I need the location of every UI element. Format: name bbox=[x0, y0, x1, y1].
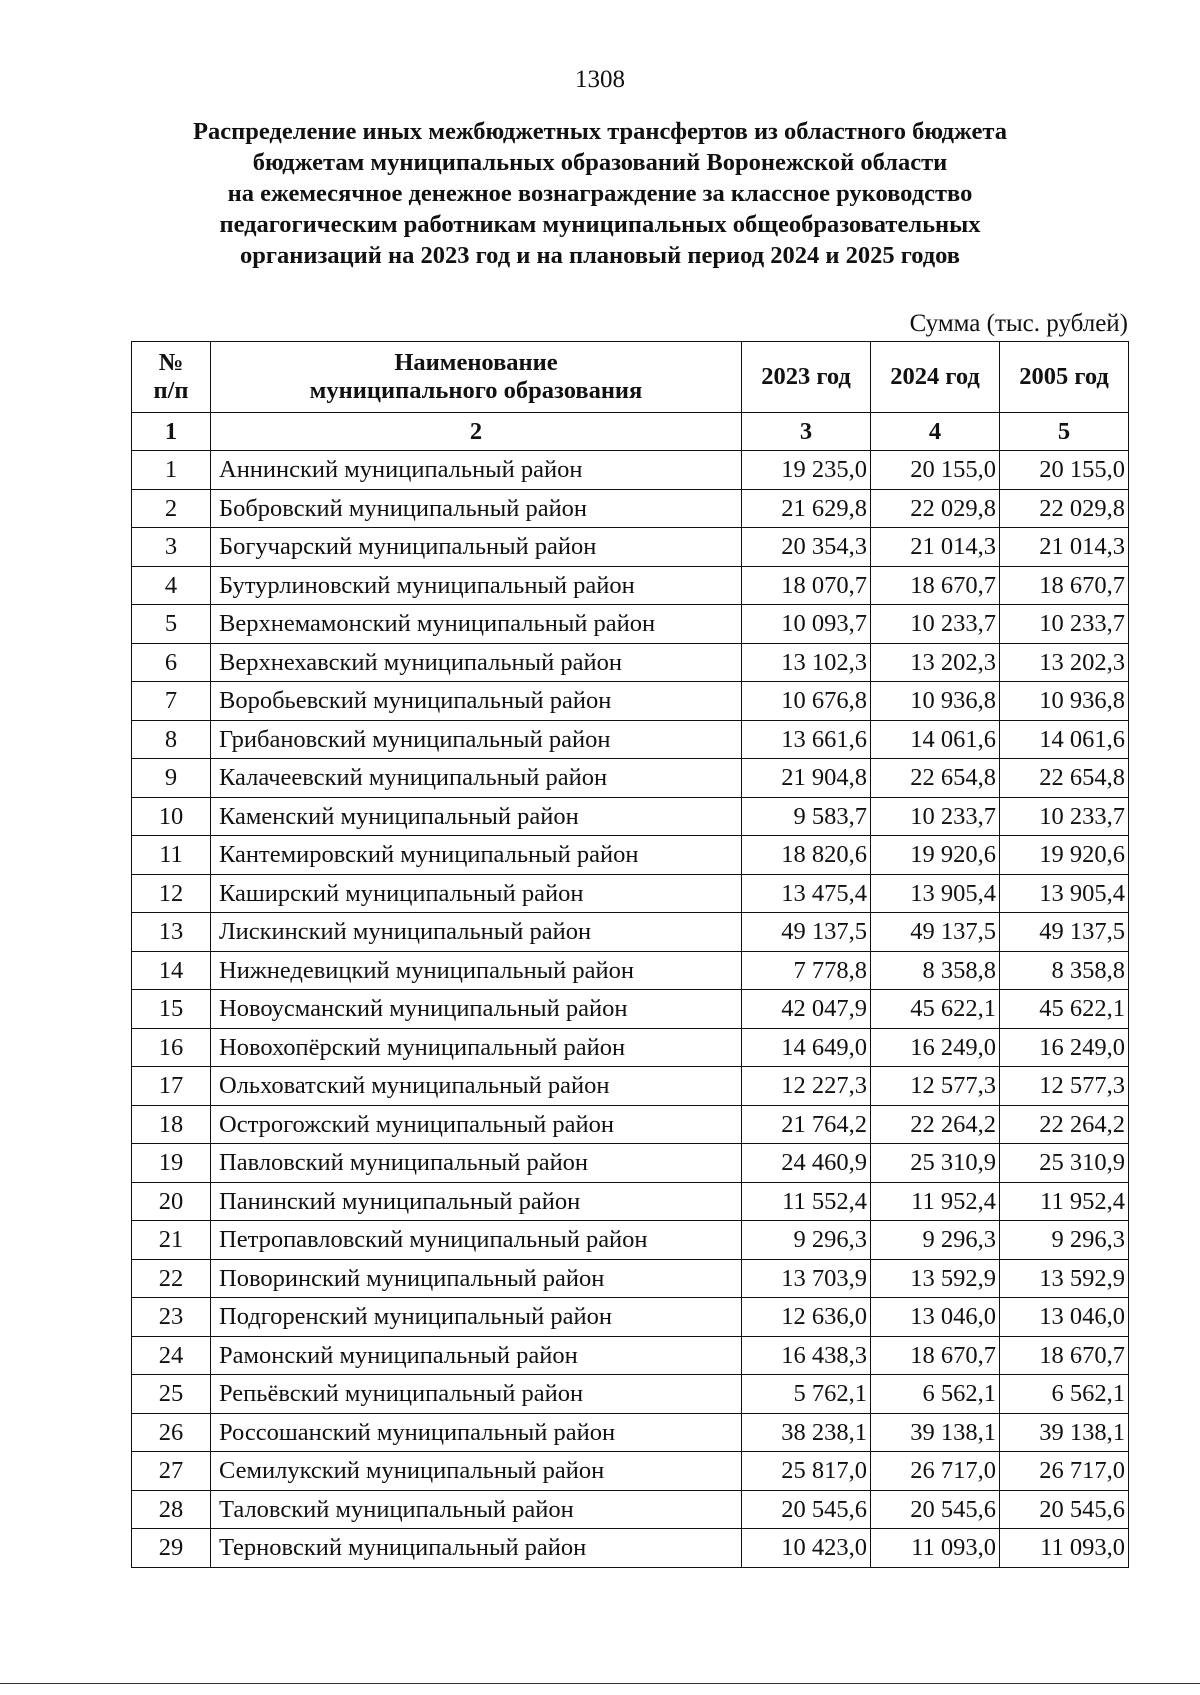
amount-2024: 14 061,6 bbox=[871, 720, 1000, 759]
amount-2024: 21 014,3 bbox=[871, 528, 1000, 567]
amount-2024: 10 936,8 bbox=[871, 682, 1000, 721]
table-row bbox=[132, 836, 1129, 875]
table-row bbox=[132, 1298, 1129, 1337]
amount-2023: 38 238,1 bbox=[742, 1413, 871, 1452]
amount-2025: 18 670,7 bbox=[1000, 566, 1129, 605]
amount-2023: 13 661,6 bbox=[742, 720, 871, 759]
title-line: Распределение иных межбюджетных трансфертов из областного бюджета bbox=[193, 118, 1007, 145]
amount-2024: 11 093,0 bbox=[871, 1529, 1000, 1568]
amount-2024: 22 654,8 bbox=[871, 759, 1000, 798]
column-number: 2 bbox=[211, 413, 742, 451]
municipality-name: Аннинский муниципальный район bbox=[211, 451, 742, 490]
municipality-name: Репьёвский муниципальный район bbox=[211, 1375, 742, 1414]
amount-2023: 24 460,9 bbox=[742, 1144, 871, 1183]
amount-2024: 9 296,3 bbox=[871, 1221, 1000, 1260]
amount-2024: 45 622,1 bbox=[871, 990, 1000, 1029]
municipality-name: Верхнемамонский муниципальный район bbox=[211, 605, 742, 644]
municipality-name: Панинский муниципальный район bbox=[211, 1182, 742, 1221]
amount-2023: 10 676,8 bbox=[742, 682, 871, 721]
amount-2023: 13 102,3 bbox=[742, 643, 871, 682]
table-row bbox=[132, 1529, 1129, 1568]
row-number: 7 bbox=[132, 682, 211, 721]
row-number: 5 bbox=[132, 605, 211, 644]
amount-2024: 49 137,5 bbox=[871, 913, 1000, 952]
amount-2023: 14 649,0 bbox=[742, 1028, 871, 1067]
municipality-name: Петропавловский муниципальный район bbox=[211, 1221, 742, 1260]
municipality-name: Каменский муниципальный район bbox=[211, 797, 742, 836]
row-number: 11 bbox=[132, 836, 211, 875]
amount-2023: 13 475,4 bbox=[742, 874, 871, 913]
table-row bbox=[132, 1105, 1129, 1144]
column-number: 3 bbox=[742, 413, 871, 451]
row-number: 29 bbox=[132, 1529, 211, 1568]
header-name bbox=[211, 342, 742, 413]
amount-2025: 16 249,0 bbox=[1000, 1028, 1129, 1067]
document-title bbox=[130, 116, 1070, 271]
amount-2023: 21 904,8 bbox=[742, 759, 871, 798]
amount-2023: 9 583,7 bbox=[742, 797, 871, 836]
column-number: 4 bbox=[871, 413, 1000, 451]
amount-2025: 6 562,1 bbox=[1000, 1375, 1129, 1414]
row-number: 1 bbox=[132, 451, 211, 490]
header-year-2024: 2024 год bbox=[871, 342, 1000, 413]
amount-2025: 13 046,0 bbox=[1000, 1298, 1129, 1337]
amount-2025: 39 138,1 bbox=[1000, 1413, 1129, 1452]
row-number: 15 bbox=[132, 990, 211, 1029]
amount-2023: 16 438,3 bbox=[742, 1336, 871, 1375]
header-number-line2: п/п bbox=[153, 377, 189, 404]
amount-2024: 20 155,0 bbox=[871, 451, 1000, 490]
column-number: 5 bbox=[1000, 413, 1129, 451]
municipality-name: Лискинский муниципальный район bbox=[211, 913, 742, 952]
amount-2025: 49 137,5 bbox=[1000, 913, 1129, 952]
amount-2023: 20 354,3 bbox=[742, 528, 871, 567]
table-row bbox=[132, 1144, 1129, 1183]
table-row bbox=[132, 1452, 1129, 1491]
row-number: 6 bbox=[132, 643, 211, 682]
table-row bbox=[132, 1221, 1129, 1260]
table-header-row bbox=[132, 342, 1129, 413]
title-line: бюджетам муниципальных образований Воронежской области bbox=[252, 149, 948, 176]
row-number: 10 bbox=[132, 797, 211, 836]
bottom-divider bbox=[0, 1683, 1200, 1684]
amount-2023: 12 227,3 bbox=[742, 1067, 871, 1106]
table-row bbox=[132, 1413, 1129, 1452]
table-row bbox=[132, 451, 1129, 490]
amount-2025: 13 592,9 bbox=[1000, 1259, 1129, 1298]
amount-2024: 12 577,3 bbox=[871, 1067, 1000, 1106]
amount-2024: 8 358,8 bbox=[871, 951, 1000, 990]
municipality-name: Новоусманский муниципальный район bbox=[211, 990, 742, 1029]
header-name-line2: муниципального образования bbox=[309, 377, 643, 404]
row-number: 16 bbox=[132, 1028, 211, 1067]
amount-2024: 20 545,6 bbox=[871, 1490, 1000, 1529]
amount-2023: 42 047,9 bbox=[742, 990, 871, 1029]
amount-2025: 26 717,0 bbox=[1000, 1452, 1129, 1491]
row-number: 12 bbox=[132, 874, 211, 913]
amount-2023: 7 778,8 bbox=[742, 951, 871, 990]
row-number: 2 bbox=[132, 489, 211, 528]
amount-2024: 22 029,8 bbox=[871, 489, 1000, 528]
row-number: 17 bbox=[132, 1067, 211, 1106]
municipality-name: Новохопёрский муниципальный район bbox=[211, 1028, 742, 1067]
amount-2024: 11 952,4 bbox=[871, 1182, 1000, 1221]
row-number: 19 bbox=[132, 1144, 211, 1183]
amount-2025: 12 577,3 bbox=[1000, 1067, 1129, 1106]
amount-2023: 18 820,6 bbox=[742, 836, 871, 875]
amount-2023: 10 423,0 bbox=[742, 1529, 871, 1568]
amount-2025: 19 920,6 bbox=[1000, 836, 1129, 875]
row-number: 9 bbox=[132, 759, 211, 798]
amount-2025: 22 029,8 bbox=[1000, 489, 1129, 528]
table-row bbox=[132, 1067, 1129, 1106]
municipality-name: Бутурлиновский муниципальный район bbox=[211, 566, 742, 605]
amount-2025: 22 264,2 bbox=[1000, 1105, 1129, 1144]
table-row bbox=[132, 605, 1129, 644]
table-row bbox=[132, 682, 1129, 721]
amount-2025: 25 310,9 bbox=[1000, 1144, 1129, 1183]
amount-2025: 20 545,6 bbox=[1000, 1490, 1129, 1529]
municipality-name: Нижнедевицкий муниципальный район bbox=[211, 951, 742, 990]
table-row bbox=[132, 643, 1129, 682]
amount-2023: 5 762,1 bbox=[742, 1375, 871, 1414]
row-number: 24 bbox=[132, 1336, 211, 1375]
amount-2023: 18 070,7 bbox=[742, 566, 871, 605]
row-number: 28 bbox=[132, 1490, 211, 1529]
municipality-name: Каширский муниципальный район bbox=[211, 874, 742, 913]
table-row bbox=[132, 566, 1129, 605]
table-row bbox=[132, 1028, 1129, 1067]
municipality-name: Рамонский муниципальный район bbox=[211, 1336, 742, 1375]
municipality-name: Павловский муниципальный район bbox=[211, 1144, 742, 1183]
table-row bbox=[132, 913, 1129, 952]
row-number: 14 bbox=[132, 951, 211, 990]
table-body bbox=[132, 451, 1129, 1568]
transfers-table bbox=[131, 341, 1129, 1568]
municipality-name: Острогожский муниципальный район bbox=[211, 1105, 742, 1144]
amount-2024: 18 670,7 bbox=[871, 1336, 1000, 1375]
header-number-line1: № bbox=[158, 349, 184, 376]
header-name-line1: Наименование bbox=[394, 349, 558, 376]
amount-2024: 10 233,7 bbox=[871, 797, 1000, 836]
table-row bbox=[132, 720, 1129, 759]
amount-2025: 18 670,7 bbox=[1000, 1336, 1129, 1375]
amount-2025: 22 654,8 bbox=[1000, 759, 1129, 798]
amount-2023: 25 817,0 bbox=[742, 1452, 871, 1491]
amount-2024: 18 670,7 bbox=[871, 566, 1000, 605]
amount-2024: 13 905,4 bbox=[871, 874, 1000, 913]
amount-2025: 45 622,1 bbox=[1000, 990, 1129, 1029]
header-year-2025: 2005 год bbox=[1000, 342, 1129, 413]
municipality-name: Семилукский муниципальный район bbox=[211, 1452, 742, 1491]
row-number: 27 bbox=[132, 1452, 211, 1491]
amount-2025: 11 093,0 bbox=[1000, 1529, 1129, 1568]
amount-2023: 21 629,8 bbox=[742, 489, 871, 528]
table-row bbox=[132, 528, 1129, 567]
municipality-name: Бобровский муниципальный район bbox=[211, 489, 742, 528]
amount-2024: 19 920,6 bbox=[871, 836, 1000, 875]
row-number: 4 bbox=[132, 566, 211, 605]
amount-2023: 13 703,9 bbox=[742, 1259, 871, 1298]
amount-2023: 20 545,6 bbox=[742, 1490, 871, 1529]
amount-2025: 10 233,7 bbox=[1000, 797, 1129, 836]
amount-2023: 49 137,5 bbox=[742, 913, 871, 952]
amount-2023: 9 296,3 bbox=[742, 1221, 871, 1260]
amount-2025: 10 936,8 bbox=[1000, 682, 1129, 721]
table-row bbox=[132, 1336, 1129, 1375]
municipality-name: Ольховатский муниципальный район bbox=[211, 1067, 742, 1106]
amount-2023: 19 235,0 bbox=[742, 451, 871, 490]
amount-2025: 10 233,7 bbox=[1000, 605, 1129, 644]
row-number: 21 bbox=[132, 1221, 211, 1260]
row-number: 13 bbox=[132, 913, 211, 952]
amount-2025: 8 358,8 bbox=[1000, 951, 1129, 990]
amount-2023: 10 093,7 bbox=[742, 605, 871, 644]
title-line: организаций на 2023 год и на плановый период 2024 и 2025 годов bbox=[239, 242, 961, 269]
table-row bbox=[132, 1259, 1129, 1298]
table-row bbox=[132, 797, 1129, 836]
units-label: Сумма (тыс. рублей) bbox=[909, 310, 1128, 337]
municipality-name: Воробьевский муниципальный район bbox=[211, 682, 742, 721]
table-row bbox=[132, 951, 1129, 990]
row-number: 22 bbox=[132, 1259, 211, 1298]
row-number: 23 bbox=[132, 1298, 211, 1337]
title-line: педагогическим работникам муниципальных общеобразовательных bbox=[219, 211, 981, 238]
municipality-name: Подгоренский муниципальный район bbox=[211, 1298, 742, 1337]
municipality-name: Богучарский муниципальный район bbox=[211, 528, 742, 567]
municipality-name: Грибановский муниципальный район bbox=[211, 720, 742, 759]
amount-2025: 11 952,4 bbox=[1000, 1182, 1129, 1221]
municipality-name: Поворинский муниципальный район bbox=[211, 1259, 742, 1298]
amount-2025: 13 202,3 bbox=[1000, 643, 1129, 682]
table-row bbox=[132, 1182, 1129, 1221]
header-year-2023: 2023 год bbox=[742, 342, 871, 413]
municipality-name: Таловский муниципальный район bbox=[211, 1490, 742, 1529]
municipality-name: Кантемировский муниципальный район bbox=[211, 836, 742, 875]
row-number: 20 bbox=[132, 1182, 211, 1221]
amount-2024: 13 046,0 bbox=[871, 1298, 1000, 1337]
row-number: 3 bbox=[132, 528, 211, 567]
amount-2023: 11 552,4 bbox=[742, 1182, 871, 1221]
municipality-name: Терновский муниципальный район bbox=[211, 1529, 742, 1568]
row-number: 25 bbox=[132, 1375, 211, 1414]
amount-2025: 14 061,6 bbox=[1000, 720, 1129, 759]
amount-2024: 6 562,1 bbox=[871, 1375, 1000, 1414]
table-row bbox=[132, 874, 1129, 913]
amount-2024: 39 138,1 bbox=[871, 1413, 1000, 1452]
amount-2023: 21 764,2 bbox=[742, 1105, 871, 1144]
row-number: 8 bbox=[132, 720, 211, 759]
amount-2024: 26 717,0 bbox=[871, 1452, 1000, 1491]
table-row bbox=[132, 990, 1129, 1029]
amount-2024: 25 310,9 bbox=[871, 1144, 1000, 1183]
row-number: 18 bbox=[132, 1105, 211, 1144]
title-line: на ежемесячное денежное вознаграждение за классное руководство bbox=[227, 180, 973, 207]
table-row bbox=[132, 1375, 1129, 1414]
table-row bbox=[132, 489, 1129, 528]
page-number: 1308 bbox=[575, 66, 625, 93]
municipality-name: Россошанский муниципальный район bbox=[211, 1413, 742, 1452]
amount-2025: 13 905,4 bbox=[1000, 874, 1129, 913]
municipality-name: Верхнехавский муниципальный район bbox=[211, 643, 742, 682]
table-row bbox=[132, 759, 1129, 798]
amount-2025: 9 296,3 bbox=[1000, 1221, 1129, 1260]
amount-2025: 20 155,0 bbox=[1000, 451, 1129, 490]
amount-2023: 12 636,0 bbox=[742, 1298, 871, 1337]
municipality-name: Калачеевский муниципальный район bbox=[211, 759, 742, 798]
amount-2024: 13 202,3 bbox=[871, 643, 1000, 682]
amount-2024: 22 264,2 bbox=[871, 1105, 1000, 1144]
table-row bbox=[132, 1490, 1129, 1529]
column-number-row bbox=[132, 413, 1129, 451]
header-number bbox=[132, 342, 211, 413]
amount-2024: 13 592,9 bbox=[871, 1259, 1000, 1298]
amount-2024: 16 249,0 bbox=[871, 1028, 1000, 1067]
column-number: 1 bbox=[132, 413, 211, 451]
amount-2025: 21 014,3 bbox=[1000, 528, 1129, 567]
row-number: 26 bbox=[132, 1413, 211, 1452]
amount-2024: 10 233,7 bbox=[871, 605, 1000, 644]
